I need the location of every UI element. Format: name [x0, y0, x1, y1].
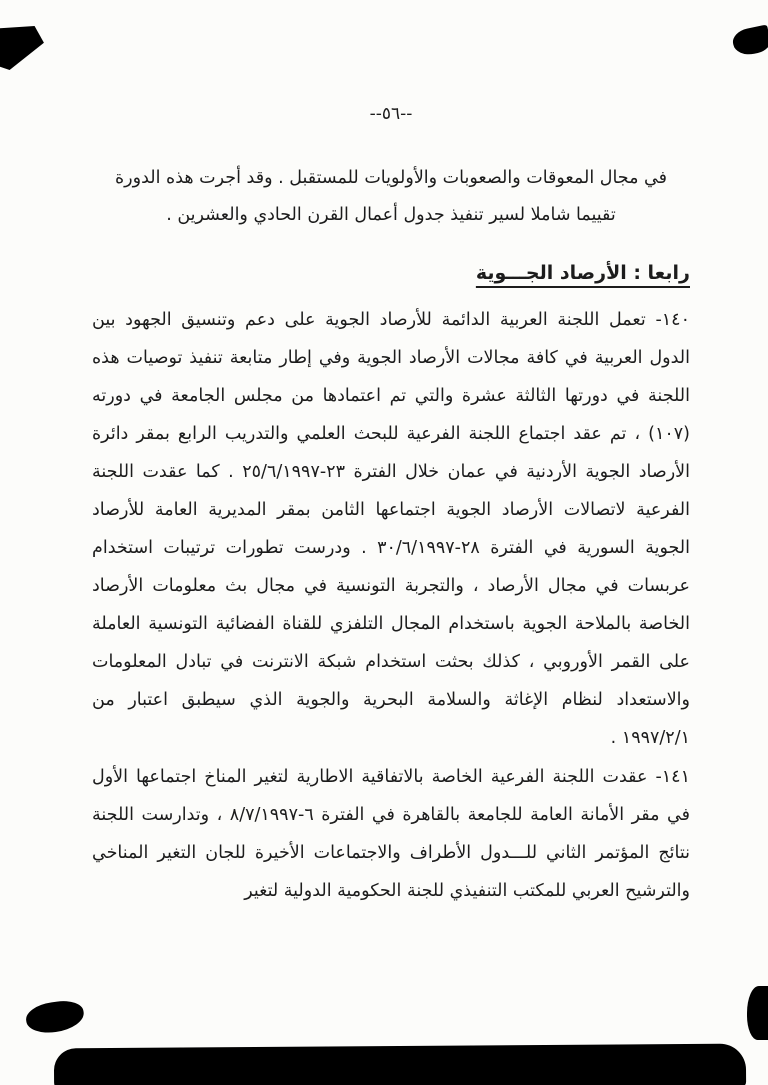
scan-smudge-bottom-left: [24, 998, 86, 1036]
paragraph-141-number: ١٤١-: [655, 767, 690, 787]
intro-paragraph: [92, 160, 690, 234]
paragraph-141-text: عقدت اللجنة الفرعية الخاصة بالاتفاقية الاطارية لتغير المناخ اجتماعها الأول في مقر الأمانة العامة للجامعة بالقاهرة في الفترة ٦-٨/٧/١٩٩٧ ، وتدارست اللجنة نتائج المؤتمر الثاني للـــدول الأطراف والاجتماعات الأخيرة للجان التغير المناخي والترشيح العربي للمكتب التنفيذي للجنة الحكومية الدولية لتغير: [92, 767, 690, 901]
intro-line-1: في مجال المعوقات والصعوبات والأولويات للمستقبل . وقد أجرت هذه الدورة: [115, 168, 667, 188]
page-number: --٥٦--: [369, 104, 413, 124]
paragraph-141: [92, 758, 690, 910]
intro-line-2: تقييما شاملا لسير تنفيذ جدول أعمال القرن الحادي والعشرين .: [166, 205, 616, 225]
section-heading-text: رابعا : الأرصاد الجـــوية: [475, 262, 690, 284]
paragraph-140-text: تعمل اللجنة العربية الدائمة للأرصاد الجوية على دعم وتنسيق الجهود بين الدول العربية في كافة مجالات الأرصاد الجوية وفي إطار متابعة تنفيذ توصيات هذه اللجنة في دورتها الثالثة عشرة والتي تم اعتمادها من مجلس الجامعة في دورته (١٠٧) ، تم عقد اجتماع اللجنة الفرعية للبحث العلمي والتدريب الرابع بمقر دائرة الأرصاد الجوية الأردنية في عمان خلال الفترة ٢٣-٢٥/٦/١٩٩٧ . كما عقدت اللجنة الفرعية لاتصالات الأرصاد الجوية اجتماعها الثامن بمقر المديرية العامة للأرصاد الجوية السورية في الفترة ٢٨-٣٠/٦/١٩٩٧ . ودرست تطورات ترتيبات استخدام عربسات في مجال الأرصاد ، والتجربة التونسية في مجال بث معلومات الأرصاد الخاصة بالملاحة الجوية باستخدام المجال التلفزي للقناة الفضائية التونسية العاملة على القمر الأوروبي ، كذلك بحثت استخدام شبكة الانترنت في تبادل المعلومات والاستعداد لنظام الإغاثة والسلامة البحرية والجوية الذي سيطبق اعتبار من ١٩٩٧/٢/١ .: [92, 310, 690, 748]
scan-smudge-right-edge: [747, 986, 768, 1040]
scan-band-bottom: [54, 1044, 746, 1085]
section-heading: [92, 262, 690, 284]
paragraph-140: [92, 301, 690, 757]
paragraph-140-number: ١٤٠-: [655, 310, 690, 330]
